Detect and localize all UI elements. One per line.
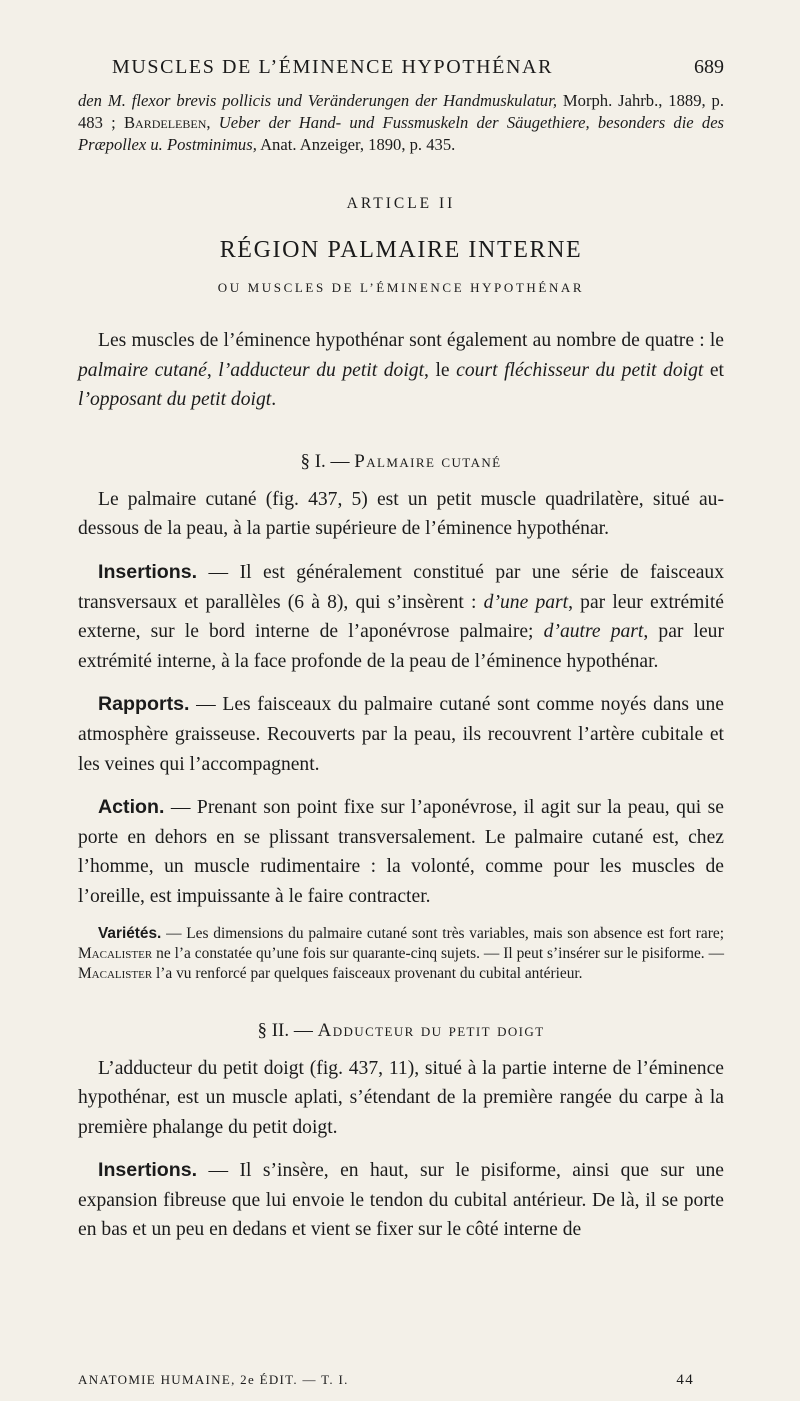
insertions-1-text-3: , par leur extrémité interne, à la face profonde de la peau de l’éminence hypothénar. [78, 621, 725, 672]
insertions-1-italic-1: d’une part [483, 591, 569, 613]
insertions-paragraph-2 [78, 1156, 724, 1245]
running-head [78, 56, 724, 86]
insertions-1-italic-2: d’autre part [543, 621, 644, 643]
section-1-number: § I. — [300, 450, 355, 472]
varietes-author-2: Macalister [78, 964, 153, 982]
intro-term-2: l’adducteur du petit doigt [218, 359, 425, 381]
intro-term-4: l’opposant du petit doigt [78, 389, 272, 411]
intro-term-3: court fléchisseur du petit doigt [456, 359, 704, 381]
section-heading-2 [78, 1020, 724, 1042]
signature-number: 44 [676, 1372, 694, 1388]
footnote-author: Bardeleben [123, 113, 207, 132]
insertions-1-text-2: , par leur extrémité externe, sur le bord interne de l’aponévrose palmaire; [78, 591, 724, 643]
insertions-heading-2: Insertions. [98, 1159, 198, 1182]
page-number: 689 [694, 56, 724, 78]
footer-signature: ANATOMIE HUMAINE, 2e ÉDIT. — T. I. [78, 1372, 349, 1387]
action-heading: Action. [98, 796, 165, 819]
intro-paragraph [78, 326, 724, 415]
varietes-author-1: Macalister [78, 944, 153, 962]
section-2-number: § II. — [257, 1019, 318, 1041]
region-title: RÉGION PALMAIRE INTERNE [219, 237, 583, 263]
section-1-title: Palmaire cutané [354, 450, 502, 472]
section-2-title: Adducteur du petit doigt [317, 1019, 545, 1041]
insertions-paragraph-1 [78, 558, 724, 676]
section-heading-1 [78, 451, 724, 473]
region-subtitle: OU MUSCLES DE L’ÉMINENCE HYPOTHÉNAR [217, 280, 585, 295]
insertions-2-text: — Il s’insère, en haut, sur le pisiforme, ainsi que sur une expansion fibreuse que lui envoie le tendon du cubital antérieur. De là, il se porte en bas et un peu en dedans et vient se fixer sur le côté interne de [78, 1160, 724, 1241]
article-heading: ARTICLE II [346, 195, 456, 212]
insertions-heading-1: Insertions. [98, 560, 198, 583]
intro-text-3: , le [424, 359, 457, 381]
adducteur-description: L’adducteur du petit doigt (fig. 437, 11), situé à la partie interne de l’éminence hypothénar, est un muscle aplati, s’étendant de la première rangée du carpe à la première phalange du petit doigt. [78, 1057, 724, 1138]
book-page [0, 56, 800, 1401]
intro-text-5: . [271, 389, 277, 411]
intro-text-4: et [703, 359, 725, 381]
rapports-paragraph [78, 690, 724, 779]
insertions-1-text-1: — Il est généralement constitué par une série de faisceaux transversaux et parallèles (6 à 8), qui s’insèrent : [78, 561, 724, 613]
varietes-heading: Variétés. [98, 924, 162, 942]
varietes-paragraph [78, 924, 724, 984]
action-paragraph [78, 793, 724, 911]
action-text: — Prenant son point fixe sur l’aponévrose, il agit sur la peau, qui se porte en dehors en se plissant transversalement. Le palmaire cutané est, chez l’homme, un muscle rudimentaire : la volonté, comme pour les muscles de l’oreille, est impuissante à le faire contracter. [78, 797, 724, 907]
varietes-text-1: — Les dimensions du palmaire cutané sont très variables, mais son absence est fort rare; [161, 924, 724, 942]
palmaire-description: Le palmaire cutané (fig. 437, 5) est un petit muscle quadrilatère, situé au-dessous de la peau, à la partie supérieure de l’éminence hypothénar. [78, 488, 724, 540]
page-footer [78, 1372, 724, 1388]
footnote-continuation [78, 90, 724, 156]
intro-text-2: , [206, 359, 219, 381]
intro-term-1: palmaire cutané [78, 359, 207, 381]
rapports-text: — Les faisceaux du palmaire cutané sont comme noyés dans une atmosphère graisseuse. Recouverts par la peau, ils recouvrent l’artère cubitale et les veines qui l’accompagnent. [78, 694, 724, 775]
footnote-ref-2: Anat. Anzeiger, 1890, p. 435. [256, 135, 456, 154]
footnote-sep: , [206, 113, 219, 132]
footnote-title-1: den M. flexor brevis pollicis und Veränderungen der Handmuskulatur, [78, 91, 557, 110]
varietes-text-3: l’a vu renforcé par quelques faisceaux provenant du cubital antérieur. [152, 964, 583, 982]
varietes-text-2: ne l’a constatée qu’une fois sur quarante-cinq sujets. — Il peut s’insérer sur le pisiforme. — [152, 944, 724, 962]
running-head-title: MUSCLES DE L’ÉMINENCE HYPOTHÉNAR [112, 56, 554, 78]
footnote-title-2: Ueber der Hand- und Fussmuskeln der Säugethiere, besonders die des Præpollex u. Postminimus, [78, 113, 725, 154]
footnote-ref-1: Morph. Jahrb., 1889, p. 483 ; [78, 91, 724, 132]
intro-text-1: Les muscles de l’éminence hypothénar sont également au nombre de quatre : le [98, 330, 724, 351]
rapports-heading: Rapports. [98, 693, 190, 716]
